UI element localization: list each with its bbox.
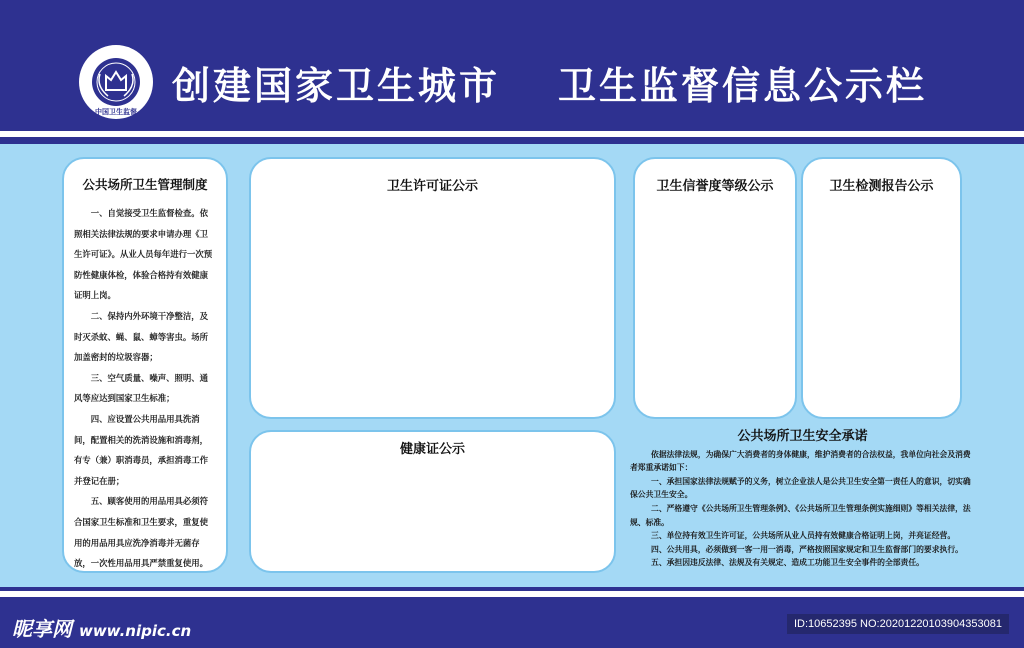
safety-commitment [630, 430, 975, 570]
commitment-paragraph: 四、公共用具，必须做到一客一用一消毒，严格按照国家规定和卫生监督部门的要求执行。 [651, 544, 963, 554]
commitment-title: 公共场所卫生安全承诺 [737, 429, 868, 444]
rule-paragraph: 五、顾客使用的用品用具必须符合国家卫生标准和卫生要求，重复使用的用品用具应洗净消毒并无菌存放，一次性用品用具严禁重复使用。 [74, 496, 209, 569]
main-title-right: 卫生监督信息公示栏 [558, 64, 928, 108]
commitment-paragraph: 三、单位持有效卫生许可证，公共场所从业人员持有效健康合格证明上岗，并亮证经营。 [651, 531, 956, 541]
panel-title: 卫生检测报告公示 [829, 179, 934, 194]
rule-paragraph: 一、自觉接受卫生监督检查。依照相关法律法规的要求申请办理《卫生许可证》。从业人员每年进行一次预防性健康体检，体验合格持有效健康证明上岗。 [74, 208, 213, 301]
health-cert-panel [249, 430, 616, 573]
commitment-paragraph: 依据法律法规，为确保广大消费者的身体健康，维护消费者的合法权益，我单位向社会及消费者郑重承诺如下： [630, 449, 971, 473]
watermark [12, 613, 191, 642]
rule-paragraph: 三、空气质量、噪声、照明、通风等应达到国家卫生标准； [74, 372, 209, 404]
rule-paragraph: 二、保持内外环境干净整洁，及时灭杀蚊、蝇、鼠、蟑等害虫。场所加盖密封的垃圾容器； [74, 310, 209, 363]
watermark-brand: 昵享网 [12, 617, 72, 641]
divider [0, 137, 1024, 144]
rule-paragraph: 四、应设置公共用品用具洗消间，配置相关的洗消设施和消毒剂，有专（兼）职消毒员，承担消毒工作并登记在册； [74, 413, 208, 486]
license-panel [249, 157, 616, 419]
watermark-url: www.nipic.cn [78, 622, 192, 640]
report-panel [801, 157, 962, 419]
credit-panel [633, 157, 797, 419]
image-id: ID:10652395 NO:20201220103904353081 [787, 614, 1009, 634]
svg-text:中国卫生监督: 中国卫生监督 [95, 108, 137, 116]
management-rules-panel [62, 157, 228, 573]
commitment-paragraph: 一、承担国家法律法规赋予的义务，树立企业法人是公共卫生安全第一责任人的意识，切实确保公共卫生安全。 [630, 476, 971, 500]
panel-title: 健康证公示 [399, 442, 465, 457]
commitment-paragraph: 二、严格遵守《公共场所卫生管理条例》、《公共场所卫生管理条例实施细则》等相关法律，法规、标准。 [630, 503, 971, 527]
health-inspection-logo [78, 44, 154, 120]
panel-title: 卫生信誉度等级公示 [656, 179, 774, 194]
panel-title: 公共场所卫生管理制度 [82, 177, 208, 192]
rules-text [64, 203, 226, 574]
commitment-paragraph: 五、承担因违反法律、法规及有关规定、造成工功能卫生安全事件的全部责任。 [651, 558, 924, 568]
main-title-left: 创建国家卫生城市 [172, 64, 501, 108]
panel-title: 卫生许可证公示 [386, 179, 478, 194]
